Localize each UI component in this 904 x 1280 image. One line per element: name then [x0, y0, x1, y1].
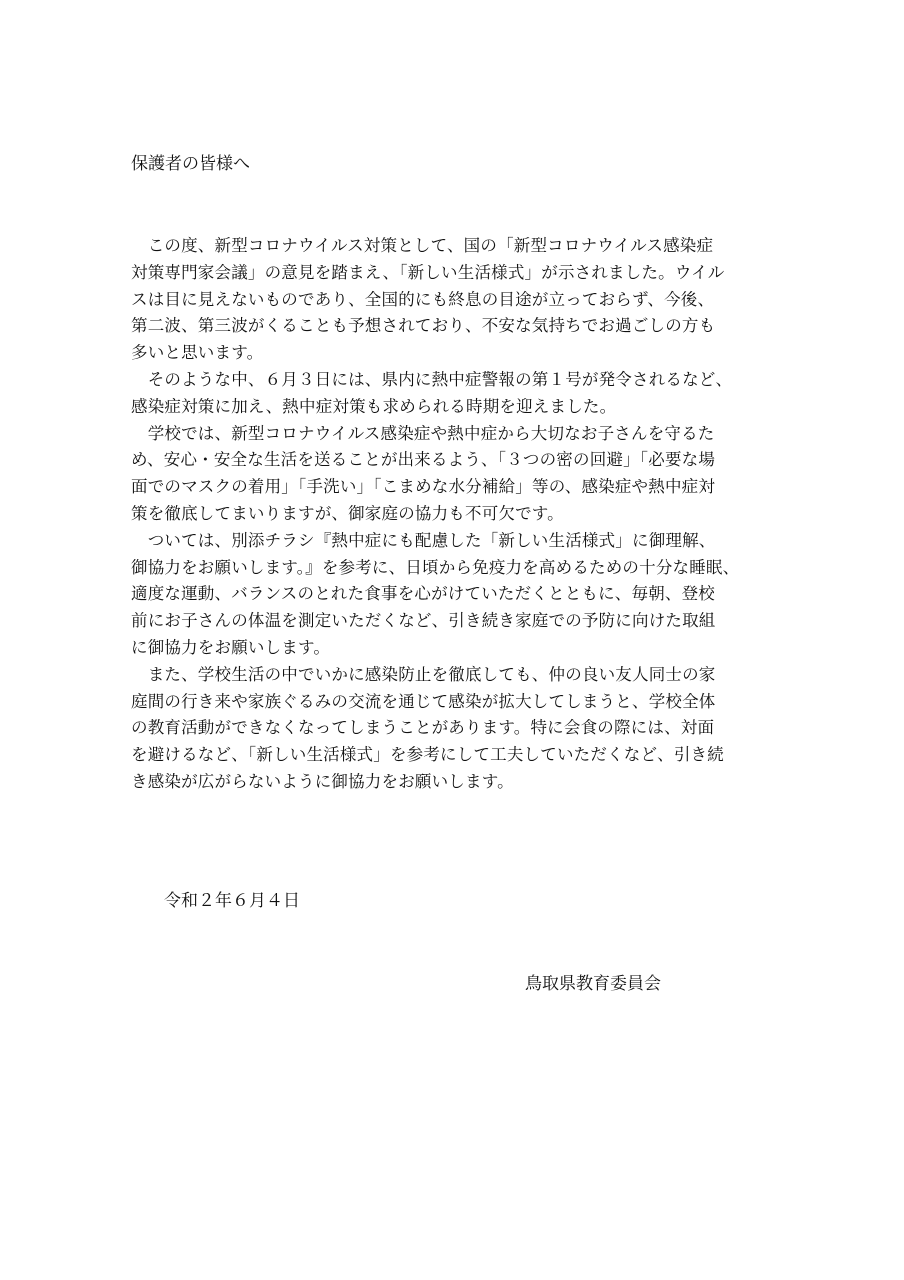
body-line: 前にお子さんの体温を測定いただくなど、引き続き家庭での予防に向けた取組 — [131, 611, 716, 631]
body-line: スは目に見えないものであり、全国的にも終息の目途が立っておらず、今後、 — [131, 289, 715, 309]
body-line: め、安心・安全な生活を送ることが出来るよう、「３つの密の回避」「必要な場 — [131, 450, 716, 470]
body-line: また、学校生活の中でいかに感染防止を徹底しても、仲の良い友人同士の家 — [131, 664, 716, 684]
letter-date: 令和２年６月４日 — [164, 891, 300, 911]
body-line: 多いと思います。 — [131, 343, 264, 363]
body-line: 対策専門家会議」の意見を踏まえ、「新しい生活様式」が示されました。ウイル — [131, 262, 725, 282]
salutation: 保護者の皆様へ — [131, 154, 250, 174]
body-line: を避けるなど、「新しい生活様式」を参考にして工夫していただくなど、引き続 — [131, 745, 724, 765]
body-line: に御協力をお願いします。 — [131, 637, 331, 657]
body-line: 御協力をお願いします。』を参考に、日頃から免疫力を高めるための十分な睡眠、 — [131, 557, 740, 577]
body-line: そのような中、６月３日には、県内に熱中症警報の第１号が発令されるなど、 — [131, 369, 733, 389]
issuing-organization: 鳥取県教育委員会 — [525, 974, 661, 994]
body-line: 庭間の行き来や家族ぐるみの交流を通じて感染が拡大してしまうと、学校全体 — [131, 691, 716, 711]
body-line: この度、新型コロナウイルス対策として、国の「新型コロナウイルス感染症 — [131, 236, 714, 255]
body-line: ついては、別添チラシ『熱中症にも配慮した「新しい生活様式」に御理解、 — [131, 530, 716, 550]
body-line: 感染症対策に加え、熱中症対策も求められる時期を迎えました。 — [131, 396, 617, 416]
body-line: 学校では、新型コロナウイルス感染症や熱中症から大切なお子さんを守るた — [131, 423, 715, 443]
body-line: 策を徹底してまいりますが、御家庭の協力も不可欠です。 — [131, 503, 564, 523]
body-line: 適度な運動、バランスのとれた食事を心がけていただくとともに、毎朝、登校 — [131, 584, 716, 604]
letter-body — [131, 233, 781, 796]
body-line: の教育活動ができなくなってしまうことがあります。特に会食の際には、対面 — [131, 718, 715, 738]
body-line: き感染が広がらないように御協力をお願いします。 — [131, 771, 514, 791]
body-line: 第二波、第三波がくることも予想されており、不安な気持ちでお過ごしの方も — [131, 316, 716, 336]
body-line: 面でのマスクの着用」「手洗い」「こまめな水分補給」等の、感染症や熱中症対 — [131, 477, 716, 497]
